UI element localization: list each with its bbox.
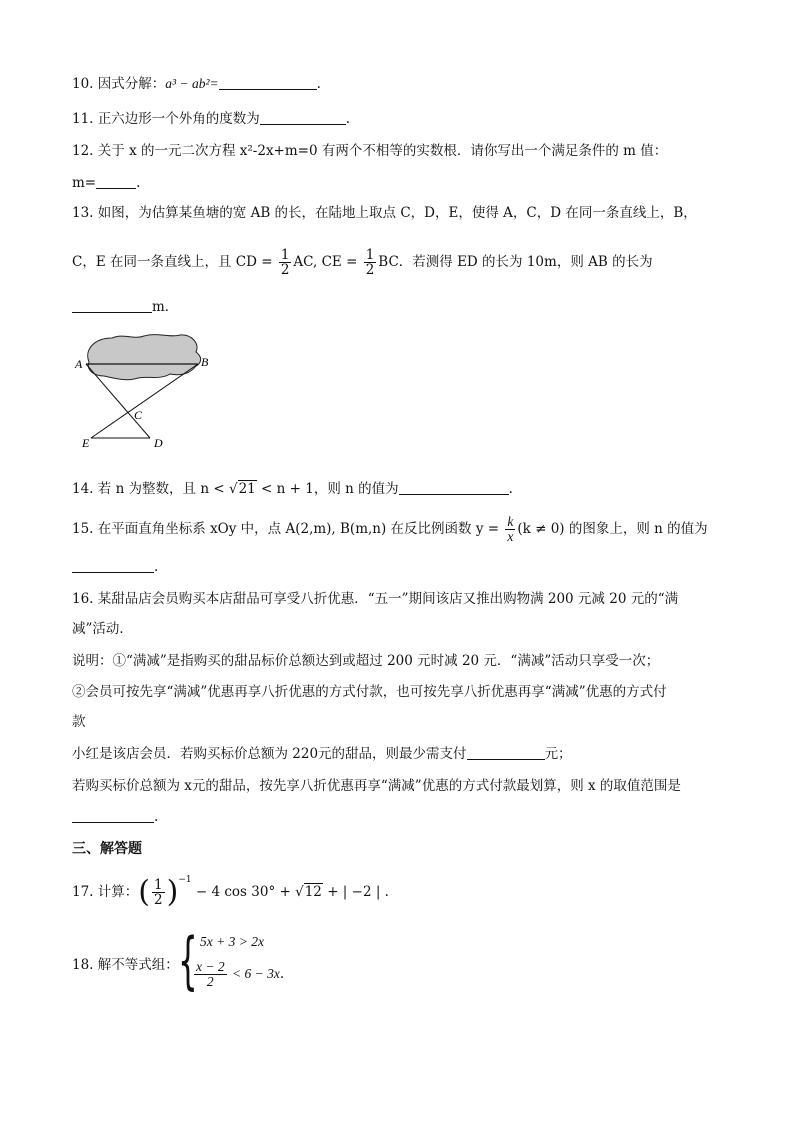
question-13-line3 [72, 297, 178, 317]
question-16 [72, 589, 678, 609]
q14-period: . [508, 481, 513, 497]
q16-line1: 某甜品店会员购买本店甜品可享受八折优惠．“五一”期间该店又推出购物满 200 元减 20 元的“满 [97, 591, 679, 607]
question-10 [72, 74, 321, 94]
q14-answer-blank[interactable] [399, 480, 509, 495]
frac-denominator: 2 [365, 262, 375, 278]
q17-sqrt: √12 [295, 884, 322, 900]
q13-answer-blank[interactable] [72, 298, 152, 313]
q17-rest-b: + | −2 | . [322, 884, 389, 900]
question-15 [72, 512, 708, 546]
q15-number: 15. [72, 521, 94, 537]
q18-brace: { [178, 924, 198, 997]
q10-number: 10. [72, 76, 94, 92]
label-b: B [201, 355, 209, 369]
q16-line6 [72, 744, 572, 764]
q12-answer-blank[interactable] [96, 174, 136, 189]
label-d: D [154, 436, 163, 450]
q18-inequality-1: 5x + 3 > 2x [200, 934, 264, 949]
q16-answer-blank-1[interactable] [467, 745, 545, 760]
q13-fraction-2 [364, 248, 377, 277]
q16-period: . [154, 809, 159, 825]
q16-line7: 若购买标价总额为 x元的甜品，按先享八折优惠再享“满减”优惠的方式付款最划算，则 x 的取值范围是 [72, 778, 681, 794]
q12-text: 关于 x 的一元二次方程 x²-2x+m=0 有两个不相等的实数根．请你写出一个满足条件的 m 值： [97, 143, 668, 159]
pond-shape [88, 335, 201, 380]
q16-line2: 减”活动． [72, 621, 133, 637]
q12-m-label: m= [72, 175, 97, 191]
q18-period: . [279, 966, 285, 982]
q14-sqrt: √21 [228, 481, 256, 497]
q17-fraction [152, 878, 165, 907]
question-13 [72, 203, 697, 223]
q18-inequality-2 [192, 960, 284, 989]
question-18-label [72, 955, 179, 975]
label-e: E [82, 436, 90, 450]
q16-line3: 说明：①“满减”是指购买的甜品标价总额达到或超过 200 元时减 20 元．“满减”活动只享受一次； [72, 653, 660, 669]
q14-radicand: 21 [238, 481, 256, 497]
q17-right-paren: ) [166, 874, 179, 910]
frac-numerator: 1 [365, 247, 375, 263]
frac-numerator: 1 [154, 877, 163, 893]
q11-number: 11. [72, 111, 94, 127]
q13-line2a: C，E 在同一条直线上，且 CD = [72, 254, 277, 270]
q17-left-paren: ( [138, 874, 150, 910]
question-14 [72, 479, 513, 499]
q15-fraction [505, 515, 515, 544]
question-17 [72, 872, 389, 912]
frac-denominator: 2 [280, 262, 290, 278]
q13-number: 13. [72, 205, 94, 221]
question-15-line2 [72, 557, 158, 577]
q16-number: 16. [72, 591, 94, 607]
q15-period: . [154, 559, 159, 575]
q13-line2b: AC, CE = [293, 254, 362, 270]
q13-line2c: BC．若测得 ED 的长为 10m，则 AB 的长为 [378, 254, 653, 270]
q11-period: . [345, 111, 351, 127]
question-11 [72, 109, 350, 129]
q14-text-b: < n + 1，则 n 的值为 [256, 481, 399, 497]
q18-label: 解不等式组： [97, 957, 179, 973]
q15-text-b: (k ≠ 0) 的图象上，则 n 的值为 [517, 521, 708, 537]
q16-line5: 款 [72, 714, 86, 730]
q13-unit: m． [152, 299, 179, 315]
q14-text-a: 若 n 为整数，且 n < [97, 481, 229, 497]
q17-rest-a: − 4 cos 30° + [191, 884, 296, 900]
q12-period: . [136, 175, 141, 191]
q16-line6a: 小红是该店会员．若购买标价总额为 220元的甜品，则最少需支付 [72, 746, 467, 762]
q10-period: . [316, 76, 321, 92]
frac-denominator: x [507, 529, 514, 544]
q18-system [178, 924, 298, 1000]
q13-line1: 如图，为估算某鱼塘的宽 AB 的长，在陆地上取点 C，D，E，使得 A，C，D 在同一条直线上，B， [97, 205, 697, 221]
question-13-line2 [72, 245, 653, 279]
q17-label: 计算： [97, 884, 139, 900]
section-title: 三、解答题 [72, 841, 142, 857]
q11-answer-blank[interactable] [260, 110, 346, 125]
q16-answer-blank-2[interactable] [72, 808, 154, 823]
q10-answer-blank[interactable] [219, 75, 317, 90]
q10-text: 因式分解： [97, 76, 166, 92]
q13-fraction-1 [279, 248, 292, 277]
q18-ineq2-rhs: < 6 − 3x [228, 966, 280, 981]
label-c: C [134, 408, 143, 422]
q18-number: 18. [72, 957, 94, 973]
frac-numerator: 1 [280, 247, 290, 263]
q16-line6b: 元； [544, 746, 572, 762]
q15-answer-blank[interactable] [72, 558, 154, 573]
q17-number: 17. [72, 884, 94, 900]
q17-radicand: 12 [304, 884, 322, 900]
question-12 [72, 141, 667, 161]
q17-exponent: −1 [178, 875, 192, 885]
q12-number: 12. [72, 143, 94, 159]
q15-text-a: 在平面直角坐标系 xOy 中，点 A(2,m), B(m,n) 在反比例函数 y = [97, 521, 504, 537]
question-12-line2 [72, 173, 140, 193]
frac-numerator: k [507, 514, 514, 529]
q13-figure [72, 330, 222, 452]
frac-numerator: x − 2 [196, 959, 225, 974]
frac-denominator: 2 [154, 892, 163, 908]
label-a: A [75, 357, 83, 371]
q10-math: a³ − ab²= [165, 76, 219, 91]
q16-line8 [72, 807, 158, 827]
q11-text: 正六边形一个外角的度数为 [97, 111, 260, 127]
q14-number: 14. [72, 481, 94, 497]
frac-denominator: 2 [206, 974, 214, 989]
q16-line4: ②会员可按先享“满减”优惠再享八折优惠的方式付款，也可按先享八折优惠再享“满减”优惠的方式付 [72, 684, 667, 700]
q18-fraction [194, 960, 227, 989]
